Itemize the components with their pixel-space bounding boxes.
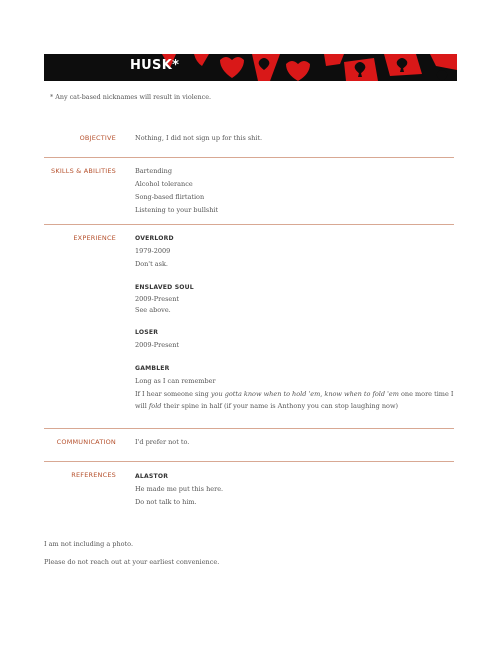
job-description: If I hear someone sing you gotta know when to hold 'em, know when to fold 'em one more time I will fold their spine in half (if your name is Anthony you can stop laughing now) [135, 390, 454, 410]
section-divider [44, 428, 454, 429]
reference-line: He made me put this here. [135, 485, 224, 493]
objective-text: Nothing, I did not sign up for this shit. [135, 134, 263, 142]
reference-name: ALASTOR [135, 473, 169, 480]
job-title: GAMBLER [135, 365, 170, 372]
reference-line: Do not talk to him. [135, 498, 197, 506]
section-label-skills: SKILLS & ABILITIES [51, 167, 116, 175]
section-divider [44, 224, 454, 225]
job-date: 2009-Present [135, 295, 180, 303]
job-entry [135, 362, 455, 412]
section-divider [44, 461, 454, 462]
playing-card-suits-art [44, 54, 457, 81]
job-description: Don't ask. [135, 260, 168, 268]
header-banner [44, 54, 457, 81]
job-description: See above. [135, 306, 171, 314]
skill-item: Alcohol tolerance [135, 180, 193, 188]
skill-item: Song-based flirtation [135, 193, 205, 201]
job-date: 1979-2009 [135, 247, 171, 255]
job-title: ENSLAVED SOUL [135, 284, 194, 291]
communication-text: I'd prefer not to. [135, 438, 190, 446]
contact-note: Please do not reach out at your earliest convenience. [44, 558, 220, 566]
job-date: Long as I can remember [135, 377, 216, 385]
photo-note: I am not including a photo. [44, 540, 134, 548]
job-title: LOSER [135, 329, 159, 336]
section-label-communication: COMMUNICATION [56, 438, 116, 446]
name-title: HUSK* [130, 58, 180, 73]
job-date: 2009-Present [135, 341, 180, 349]
skill-item: Bartending [135, 167, 172, 175]
job-entry [135, 326, 455, 352]
section-label-experience: EXPERIENCE [73, 234, 116, 242]
skill-item: Listening to your bullshit [135, 206, 219, 214]
job-entry [135, 232, 455, 271]
job-title: OVERLORD [135, 235, 174, 242]
section-divider [44, 157, 454, 158]
job-entry [135, 281, 455, 316]
section-label-objective: OBJECTIVE [79, 134, 116, 142]
footnote: * Any cat-based nicknames will result in violence. [50, 93, 212, 101]
section-label-references: REFERENCES [71, 471, 116, 479]
